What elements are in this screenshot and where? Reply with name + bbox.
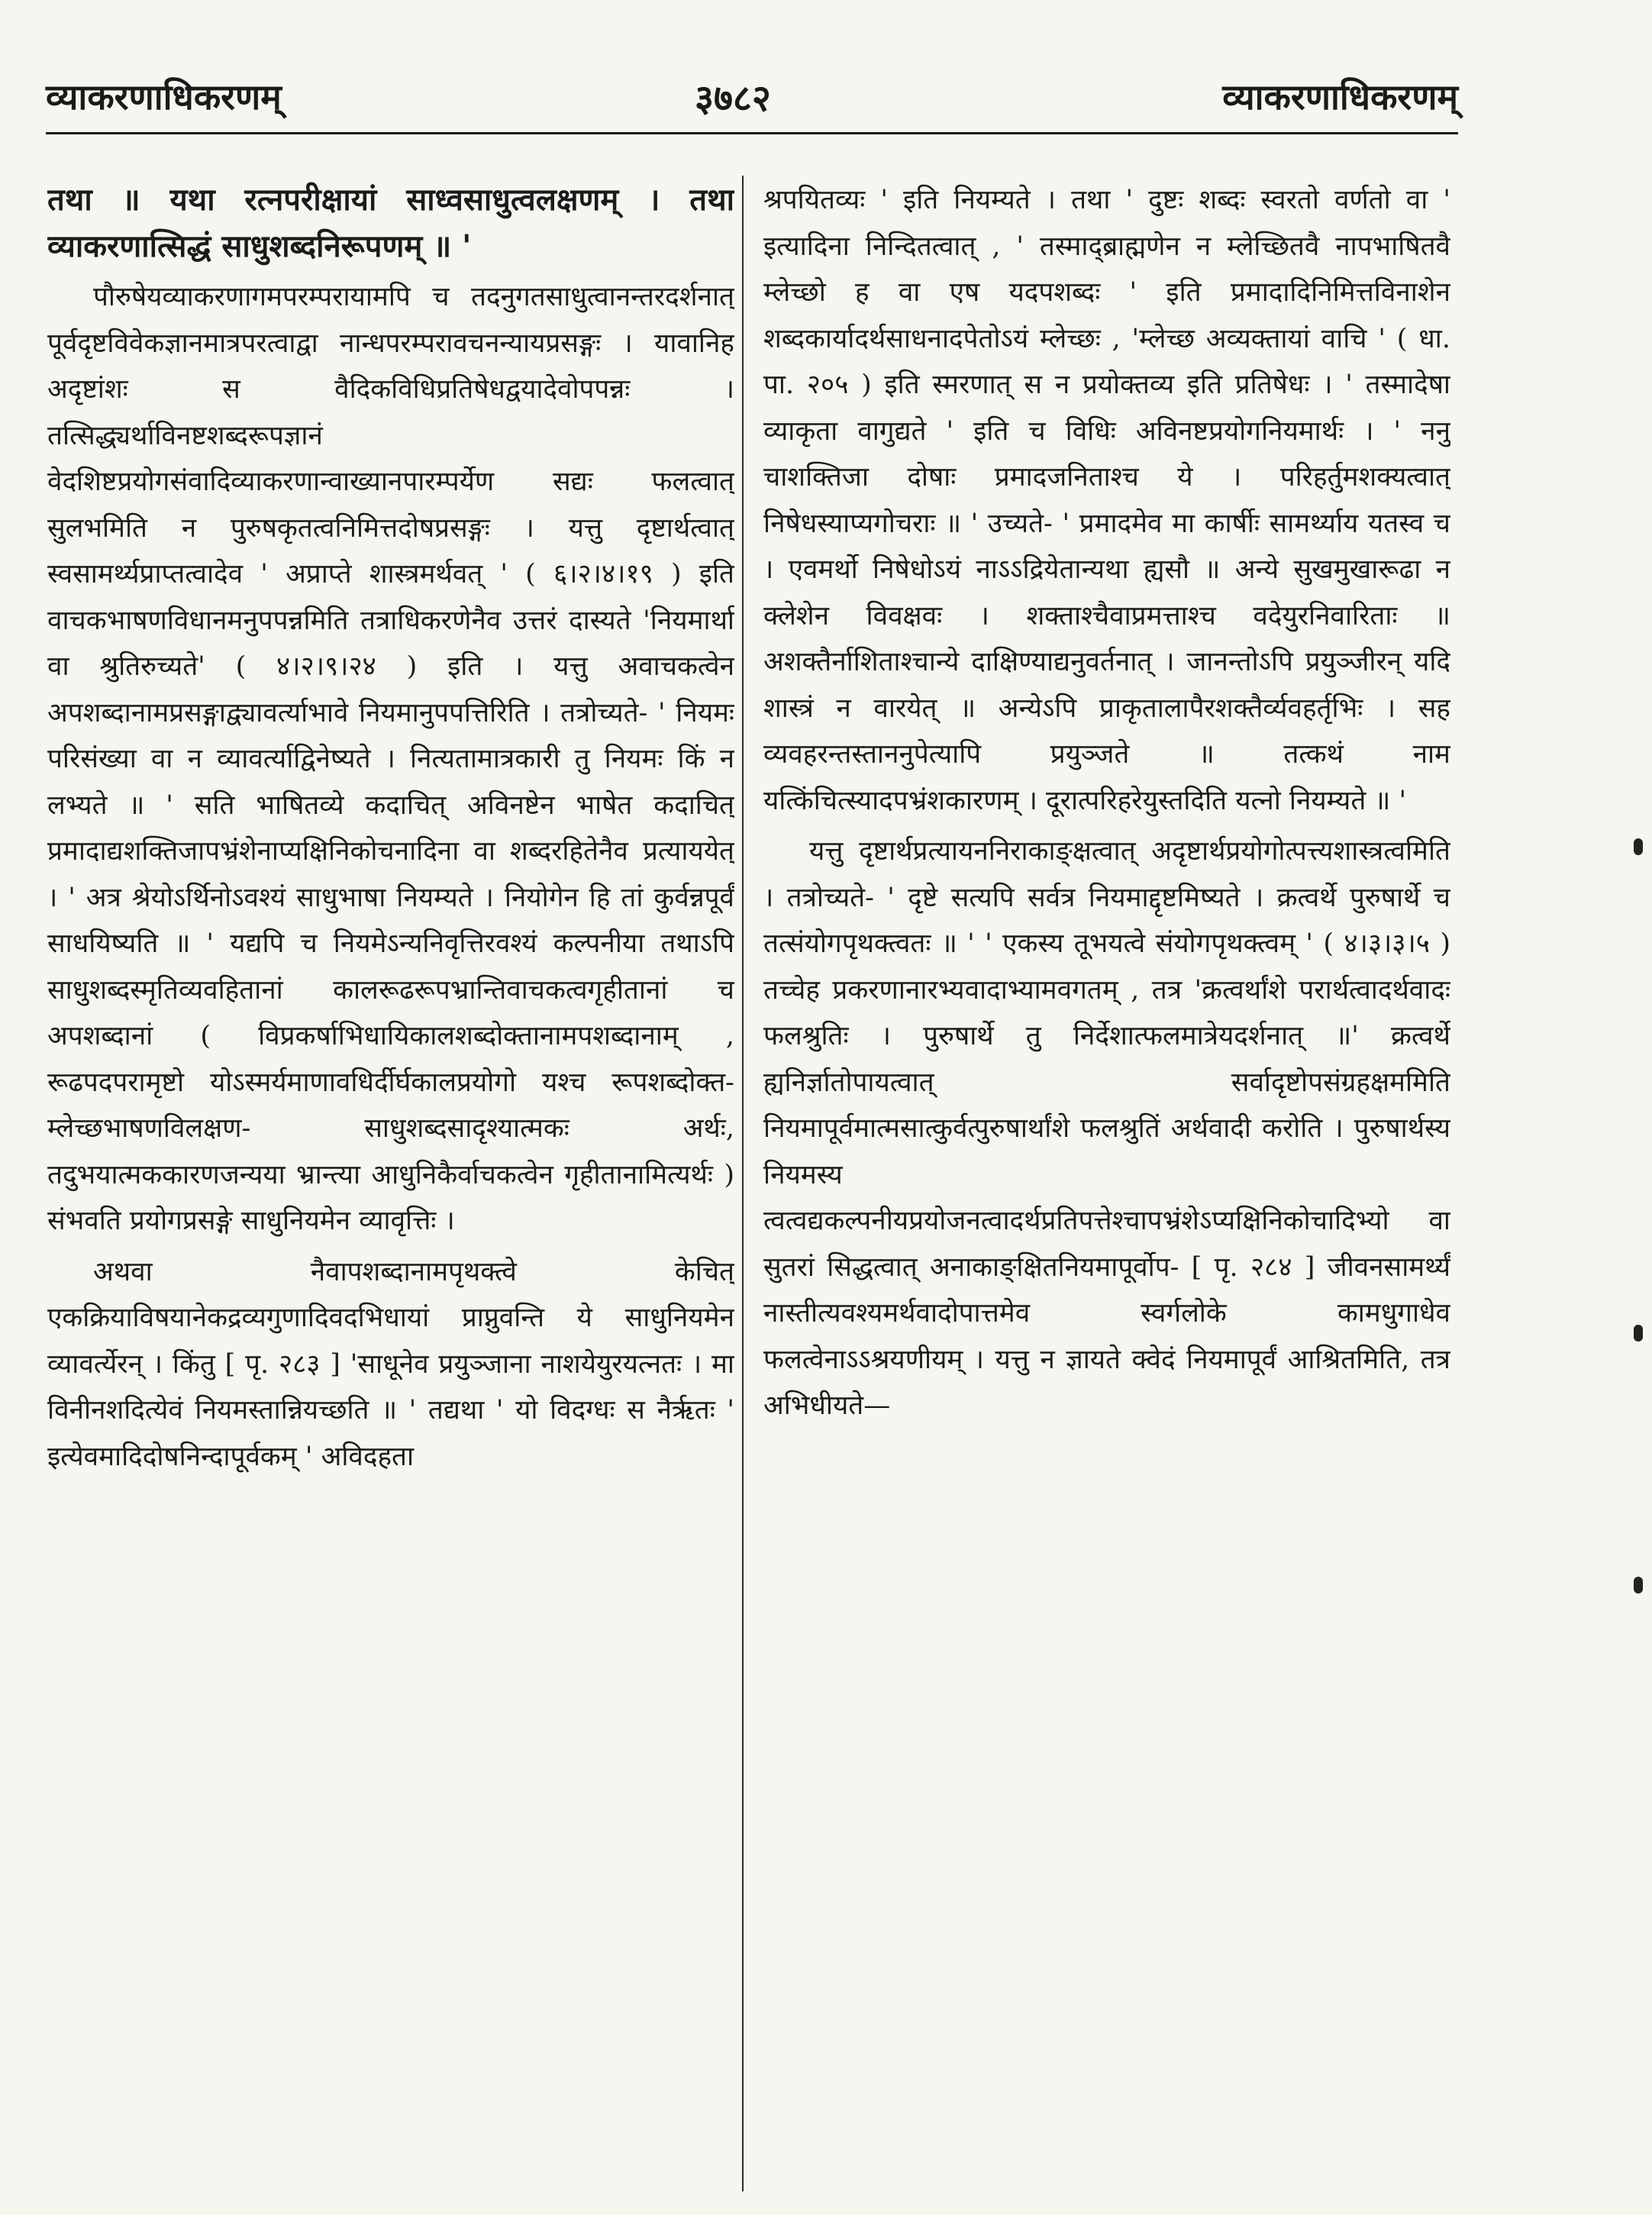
paragraph: श्रपयितव्यः ' इति नियम्यते । तथा ' दुष्टः शब्दः स्वरतो वर्णतो वा ' इत्यादिना निन्दितत्वात् , ' तस्माद्ब्राह्मणेन न म्लेच्छितवै नापभाषितवै म्लेच्छो ह वा एष यदपशब्दः ' इति प्रमादादिनिमित्तविनाशेन शब्दकार्यादर्थसाधनादपेतोऽयं म्लेच्छः , 'म्लेच्छ अव्यक्तायां वाचि ' ( धा. पा. २०५ ) इति स्मरणात् स न प्रयोक्तव्य इति प्रतिषेधः । ' तस्मादेषा व्याकृता वागुद्यते ' इति च विधिः अविनष्टप्रयोगनियमार्थः । ' ननु चाशक्तिजा दोषाः प्रमादजनिताश्च ये । परिहर्तुमशक्यत्वात् निषेधस्याप्यगोचराः ॥ ' उच्यते- ' प्रमादमेव मा कार्षीः सामर्थ्याय यतस्व च । एवमर्थो निषेधोऽयं नाऽऽद्रियेतान्यथा ह्यसौ ॥ अन्ये सुखमुखारूढा न क्लेशेन विवक्षवः । शक्ताश्चैवाप्रमत्ताश्च वदेयुरनिवारिताः ॥ अशक्तैर्नाशिताश्चान्ये दाक्षिण्याद्यनुवर्तनात् । जानन्तोऽपि प्रयुञ्जीरन् यदि शास्त्रं न वारयेत् ॥ अन्येऽपि प्राकृतालापैरशक्तैर्व्यवहर्तृभिः । सह व्यवहरन्तस्ताननुपेत्यापि प्रयुञ्जते ॥ तत्कथं नाम यत्किंचित्स्यादपभ्रंशकारणम् । दूरात्परिहरेयुस्तदिति यत्नो नियम्यते ॥ ' [763, 185, 1450, 816]
running-title-left: व्याकरणाधिकरणम् [46, 76, 282, 118]
paragraph: अथवा नैवापशब्दानामपृथक्त्वे केचित् एकक्रियाविषयानेकद्रव्यगुणादिवदभिधायां प्राप्नुवन्ति ये साधुनियमेन व्यावर्त्येरन् । किंतु [ पृ. २८३ ] 'साधूनेव प्रयुञ्जाना नाशयेयुरयत्नतः । मा विनीनशदित्येवं नियमस्तान्नियच्छति ॥ ' तद्यथा ' यो विदग्धः स नैर्ऋतः ' इत्येवमादिदोषनिन्दापूर्वकम् ' अविदहता [47, 1256, 734, 1472]
margin-mark [1634, 838, 1643, 855]
margin-mark [1634, 1577, 1643, 1593]
paragraph: यत्तु दृष्टार्थप्रत्यायननिराकाङ्क्षत्वात् अदृष्टार्थप्रयोगोत्पत्त्यशास्त्रत्वमिति । तत्रोच्यते- ' दृष्टे सत्यपि सर्वत्र नियमाद्दृष्टमिष्यते । क्रत्वर्थे पुरुषार्थे च तत्संयोगपृथक्त्वतः ॥ ' ' एकस्य तूभयत्वे संयोगपृथक्त्वम् ' ( ४।३।३।५ ) तच्चेह प्रकरणानारभ्यवादाभ्यामवगतम् , तत्र 'क्रत्वर्थांशे परार्थत्वादर्थवादः फलश्रुतिः । पुरुषार्थे तु निर्देशात्फलमात्रेयदर्शनात् ॥' क्रत्वर्थे ह्यनिर्ज्ञातोपायत्वात् सर्वादृष्टोपसंग्रहक्षममिति नियमापूर्वमात्मसात्कुर्वत्पुरुषार्थांशे फलश्रुतिं अर्थवादी करोति । पुरुषार्थस्य नियमस्य त्वत्वद्यकल्पनीयप्रयोजनत्वादर्थप्रतिपत्तेश्चापभ्रंशेऽप्यक्षिनिकोचादिभ्यो वा सुतरां सिद्धत्वात् अनाकाङ्क्षितनियमापूर्वोप- [ पृ. २८४ ] जीवनसामर्थ्यं नास्तीत्यवश्यमर्थवादोपात्तमेव स्वर्गलोके कामधुगाधेव फलत्वेनाऽऽश्रयणीयम् । यत्तु न ज्ञायते क्वेदं नियमापूर्वं आश्रितमिति, तत्र अभिधीयते— [763, 836, 1450, 1421]
header-rule [46, 132, 1458, 134]
paragraph: पौरुषेयव्याकरणागमपरम्परायामपि च तदनुगतसाधुत्वानन्तरदर्शनात् पूर्वदृष्टविवेकज्ञानमात्रपरत्वाद्वा नान्धपरम्परावचनन्यायप्रसङ्गः । यावानिह अदृष्टांशः स वैदिकविधिप्रतिषेधद्वयादेवोपपन्नः । तत्सिद्ध्यर्थाविनष्टशब्दरूपज्ञानं वेदशिष्टप्रयोगसंवादिव्याकरणान्वाख्यानपारम्पर्येण सद्यः फलत्वात् सुलभमिति न पुरुषकृतत्वनिमित्तदोषप्रसङ्गः । यत्तु दृष्टार्थत्वात् स्वसामर्थ्यप्राप्तत्वादेव ' अप्राप्ते शास्त्रमर्थवत् ' ( ६।२।४।१९ ) इति वाचकभाषणविधानमनुपपन्नमिति तत्राधिकरणेनैव उत्तरं दास्यते 'नियमार्था वा श्रुतिरुच्यते' ( ४।२।९।२४ ) इति । यत्तु अवाचकत्वेन अपशब्दानामप्रसङ्गाद्व्यावर्त्याभावे नियमानुपपत्तिरिति । तत्रोच्यते- ' नियमः परिसंख्या वा न व्यावर्त्याद्विनेष्यते । नित्यतामात्रकारी तु नियमः किं न लभ्यते ॥ ' सति भाषितव्ये कदाचित् अविनष्टेन भाषेत कदाचित् प्रमादाद्यशक्तिजापभ्रंशेनाप्यक्षिनिकोचनादिना वा शब्दरहितेनैव प्रत्याययेत् । ' अत्र श्रेयोऽर्थिनोऽवश्यं साधुभाषा नियम्यते । नियोगेन हि तां कुर्वन्नपूर्वं साधयिष्यति ॥ ' यद्यपि च नियमेऽन्यनिवृत्तिरवश्यं कल्पनीया तथाऽपि साधुशब्दस्मृतिव्यवहितानां कालरूढरूपभ्रान्तिवाचकत्वगृहीतानां च अपशब्दानां ( विप्रकर्षाभिधायिकालशब्दोक्तानामपशब्दानाम् , रूढपदपरामृष्टो योऽस्मर्यमाणावधिर्दीर्घकालप्रयोगो यश्च रूपशब्दोक्त-म्लेच्छभाषणविलक्षण- साधुशब्दसादृश्यात्मकः अर्थः, तदुभयात्मककारणजन्यया भ्रान्त्या आधुनिकैर्वाचकत्वेन गृहीतानामित्यर्थः ) संभवति प्रयोगप्रसङ्गे साधुनियमेन व्यावृत्तिः । [47, 282, 734, 1236]
left-column [47, 177, 734, 2178]
right-column [763, 177, 1450, 2178]
page-header [46, 73, 1458, 141]
page-number: ३७८२ [695, 77, 771, 120]
running-title-right: व्याकरणाधिकरणम् [1222, 76, 1458, 118]
verse-opening: तथा ॥ यथा रत्नपरीक्षायां साध्वसाधुत्वलक्षणम् । तथा व्याकरणात्सिद्धं साधुशब्दनिरूपणम् ॥ ' [47, 182, 734, 264]
column-divider [742, 176, 744, 2191]
margin-mark [1634, 1325, 1643, 1342]
